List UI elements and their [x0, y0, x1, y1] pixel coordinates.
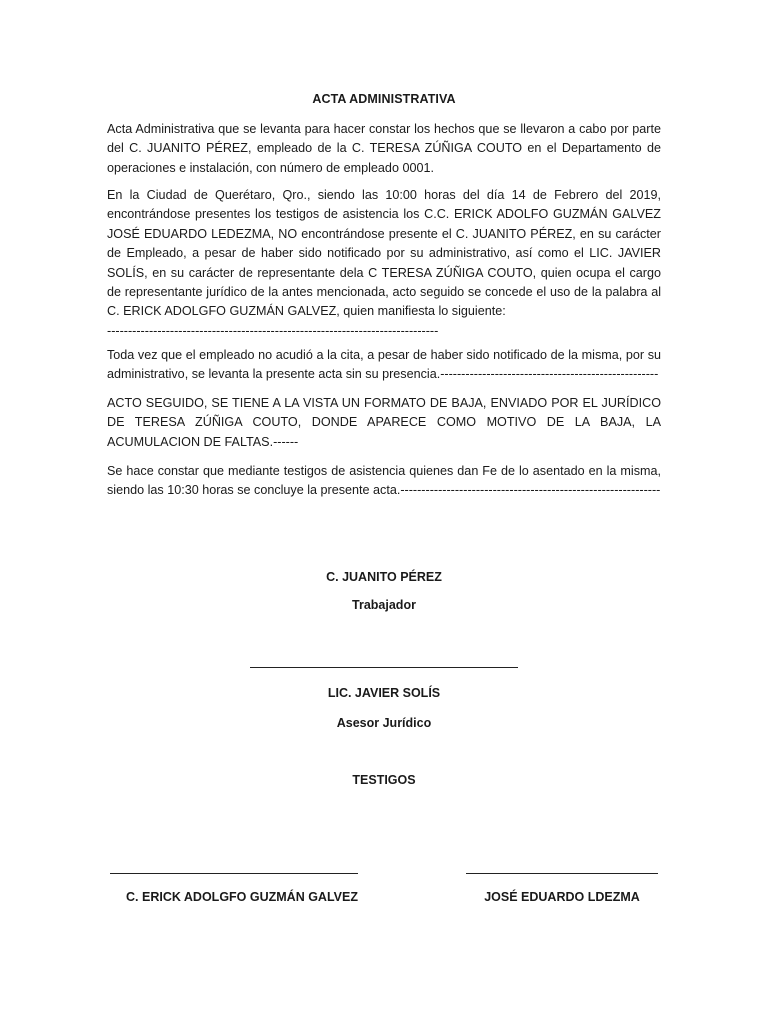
witness1-name: C. ERICK ADOLGFO GUZMÁN GALVEZ	[126, 890, 358, 904]
document-title: ACTA ADMINISTRATIVA	[312, 92, 456, 106]
lawyer-name: LIC. JAVIER SOLÍS	[327, 686, 441, 700]
paragraph-dismissal: ACTO SEGUIDO, SE TIENE A LA VISTA UN FORMATO DE BAJA, ENVIADO POR EL JURÍDICO DE TERESA ZÚÑIGA COUTO, DONDE APARECE COMO MOTIVO DE LA BAJA, LA ACUMULACION DE FALTAS.------	[107, 396, 661, 449]
paragraph-facts-dashes: -------------------------------------------------------------------------------	[107, 323, 439, 338]
paragraph-absence: Toda vez que el empleado no acudió a la cita, a pesar de haber sido notificado de la misma, por su administrativo, se levanta la presente acta sin su presencia.----------------------------------------------------	[107, 348, 661, 382]
lawyer-role: Asesor Jurídico	[336, 716, 432, 730]
paragraph-closing: Se hace constar que mediante testigos de asistencia quienes dan Fe de lo asentado en la misma, siendo las 10:30 horas se concluye la presente acta.--------------------------------------------------------------	[107, 464, 661, 498]
worker-name: C. JUANITO PÉREZ	[326, 570, 442, 584]
witness1-signature-line	[110, 873, 358, 874]
paragraph-facts	[107, 186, 661, 341]
worker-role: Trabajador	[352, 598, 416, 612]
witnesses-heading: TESTIGOS	[352, 773, 416, 787]
witness2-signature-line	[466, 873, 658, 874]
witness2-name: JOSÉ EDUARDO LDEZMA	[484, 890, 640, 904]
paragraph-facts-text: En la Ciudad de Querétaro, Qro., siendo las 10:00 horas del día 14 de Febrero del 2019, encontrándose presentes los testigos de asistencia los C.C. ERICK ADOLFO GUZMÁN GALVEZ JOSÉ EDUARDO LEDEZMA, NO encontrándose presente el C. JUANITO PÉREZ, en su carácter de Empleado, a pesar de haber sido notificado por su administrativo, así como el LIC. JAVIER SOLÍS, en su carácter de representante dela C TERESA ZÚÑIGA COUTO, quien ocupa el cargo de representante jurídico de la antes mencionada, acto seguido se concede el uso de la palabra al C. ERICK ADOLGFO GUZMÁN GALVEZ, quien manifiesta lo siguiente:	[107, 188, 661, 319]
lawyer-signature-line	[250, 667, 518, 668]
paragraph-intro: Acta Administrativa que se levanta para hacer constar los hechos que se llevaron a cabo por parte del C. JUANITO PÉREZ, empleado de la C. TERESA ZÚÑIGA COUTO en el Departamento de operaciones e instalación, con número de empleado 0001.	[107, 122, 661, 175]
